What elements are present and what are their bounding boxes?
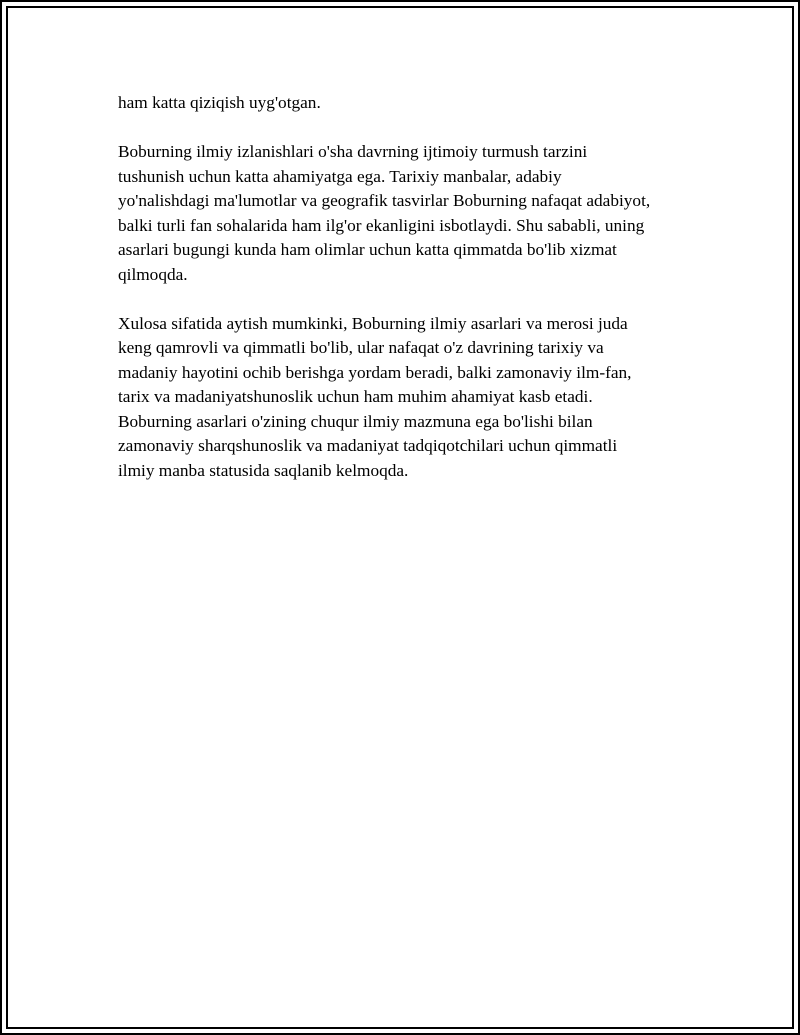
text-line: Xulosa sifatida aytish mumkinki, Boburning ilmiy asarlari va merosi juda xyxy=(118,313,628,333)
text-line: yo'nalishdagi ma'lumotlar va geografik tasvirlar Boburning nafaqat adabiyot, xyxy=(118,191,651,210)
text-line: Boburning ilmiy izlanishlari o'sha davrning ijtimoiy turmush tarzini xyxy=(118,142,588,161)
text-line: tushunish uchun katta ahamiyatga ega. Tarixiy manbalar, adabiy xyxy=(118,166,562,186)
text-line: qilmoqda. xyxy=(118,264,188,284)
text-line: ham katta qiziqish uyg'otgan. xyxy=(118,93,321,112)
text-line: zamonaviy sharqshunoslik va madaniyat tadqiqotchilari uchun qimmatli xyxy=(118,436,618,455)
text-line: asarlari bugungi kunda ham olimlar uchun katta qimmatda bo'lib xizmat xyxy=(118,240,617,259)
text-line: madaniy hayotini ochib berishga yordam beradi, balki zamonaviy ilm-fan, xyxy=(118,362,632,382)
paragraph-2 xyxy=(118,140,698,287)
text-line: tarix va madaniyatshunoslik uchun ham muhim ahamiyat kasb etadi. xyxy=(118,387,593,406)
paragraph-3 xyxy=(118,312,698,484)
text-line: Boburning asarlari o'zining chuqur ilmiy mazmuna ega bo'lishi bilan xyxy=(118,411,593,431)
document-body xyxy=(118,91,698,508)
paragraph-1 xyxy=(118,91,698,116)
text-line: keng qamrovli va qimmatli bo'lib, ular nafaqat o'z davrining tarixiy va xyxy=(118,338,604,357)
text-line: balki turli fan sohalarida ham ilg'or ekanligini isbotlaydi. Shu sababli, uning xyxy=(118,215,645,235)
text-line: ilmiy manba statusida saqlanib kelmoqda. xyxy=(118,460,409,480)
